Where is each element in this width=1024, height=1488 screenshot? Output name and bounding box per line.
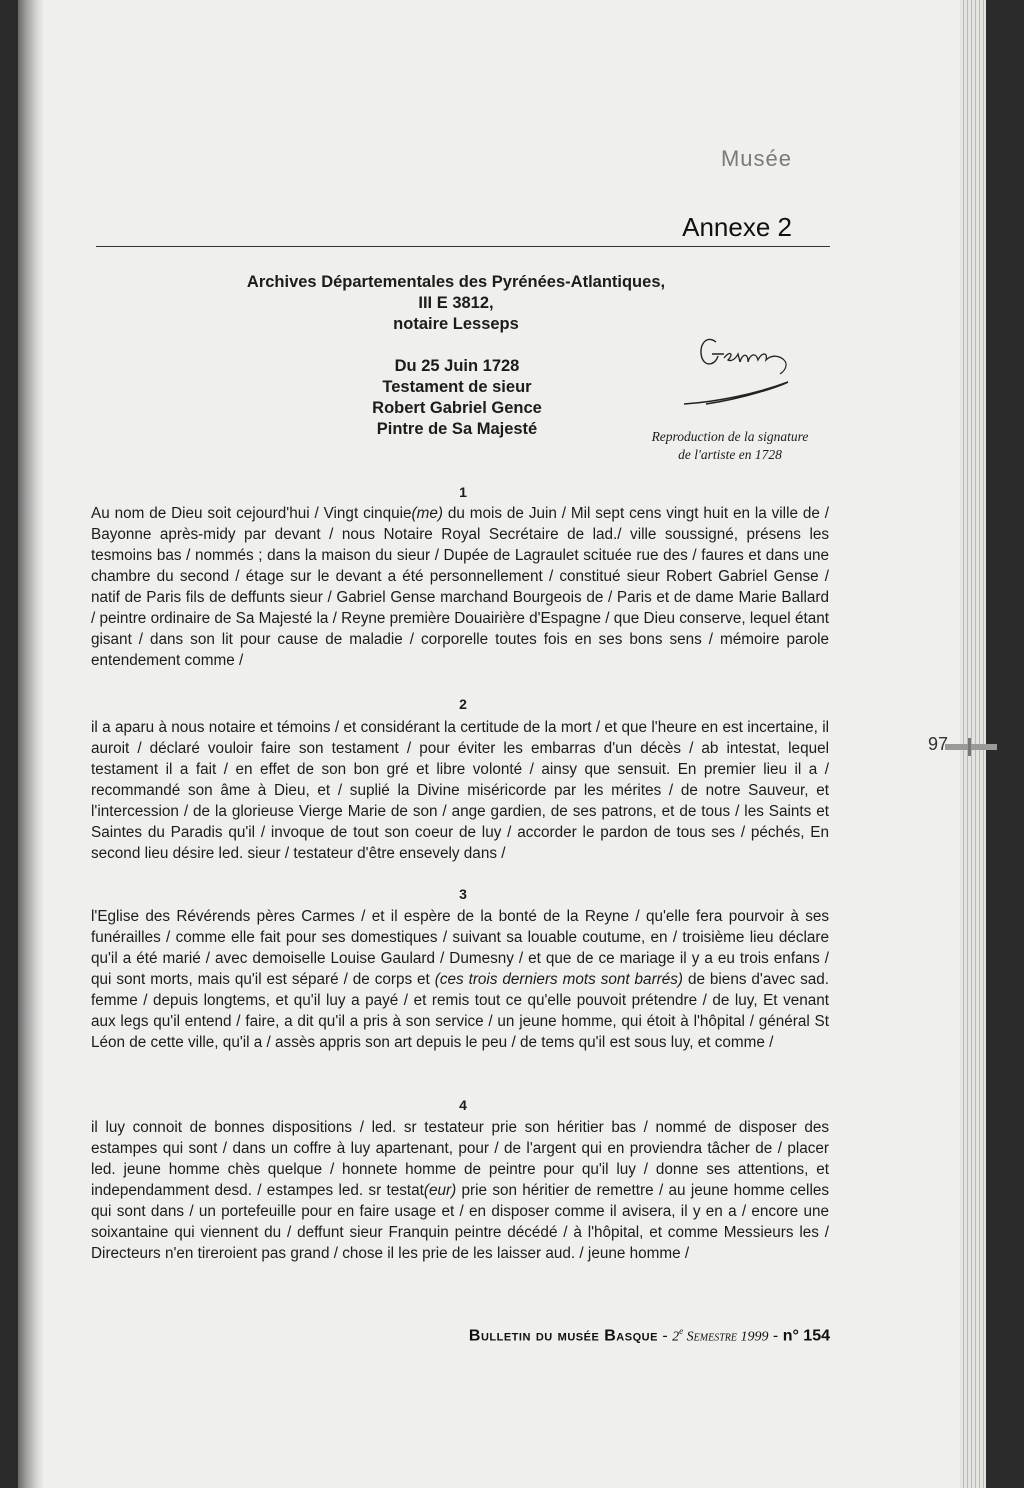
archives-heading (186, 272, 726, 335)
signature-caption-line-2: de l'artiste en 1728 (678, 447, 782, 462)
section-4-italic: (eur) (423, 1182, 457, 1199)
section-3-text-a: l'Eglise des Révérends pères Carmes / et il espère de la bonté de la Reyne / qu'elle fera pourvoir à ses funérailles / comme elle fait pour ses domestiques / suivant sa louable coutume, en / troisième lieu déclare qu'il a été marié / avec demoiselle Louise Gaulard / Dumesny / et que de ce mariage il y a eu trois enfans / qui sont morts, mais qu'il est séparé / de corps et (91, 908, 829, 988)
signature-caption-line-1: Reproduction de la signature (651, 429, 809, 444)
semester-number: 2 (672, 1329, 680, 1345)
footer-separator-1: - (657, 1327, 673, 1345)
page-number: 97 (928, 734, 949, 754)
section-number-4: 4 (459, 1097, 467, 1113)
deed-line-1: Du 25 Juin 1728 (394, 357, 520, 375)
section-1-italic: (me) (411, 505, 443, 522)
signature-text: Gence (676, 324, 679, 325)
section-text-1 (91, 503, 829, 671)
binding-gutter (18, 0, 44, 1488)
section-3-italic: (ces trois derniers mots sont barrés) (434, 971, 684, 988)
deed-heading (312, 356, 602, 440)
semester-label: Semestre 1999 (683, 1329, 769, 1345)
section-text-3 (91, 906, 829, 1053)
archives-line-3: notaire Lesseps (393, 315, 519, 333)
archives-line-2: III E 3812, (418, 294, 494, 312)
signature-image (676, 324, 806, 412)
footer-separator-2: - (768, 1327, 783, 1345)
section-4-text-a: il luy connoit de bonnes dispositions / led. sr testateur prie son héritier bas / nommé de disposer des estampes qui sont / dans un coffre à luy apartenant, pour / de l'argent qui en proviendra tâcher de / placer led. jeune homme chès quelque / honnete homme de peintre pour qu'il luy / donne ses attentions, et independamment desd. / estampes led. sr testat (91, 1119, 829, 1199)
section-text-2 (91, 717, 829, 864)
annex-title: Annexe 2 (682, 212, 792, 242)
journal-title: Bulletin du musée Basque (468, 1327, 658, 1345)
section-1-text-a: Au nom de Dieu soit cejourd'hui / Vingt cinquie (91, 505, 412, 522)
page-thumb-mark (945, 744, 997, 750)
page-thumb-tick (968, 738, 971, 756)
archives-line-1: Archives Départementales des Pyrénées-Atlantiques, (246, 273, 666, 291)
section-number-2: 2 (459, 696, 467, 712)
section-4-text-b: prie son héritier de remettre / au jeune homme celles qui sont dans / un portefeuille pour en faire usage et / en disposer comme il avisera, il y en a / encore une soixantaine qui viennent du / deffunt sieur Franquin peintre décédé / à l'hôpital, et comme Messieurs les / Directeurs n'en tireroient pas grand / chose il les prie de les laisser aud. / jeune homme / (91, 1182, 830, 1262)
section-number-1: 1 (459, 484, 467, 500)
section-text-4 (91, 1117, 829, 1264)
deed-line-4: Pintre de Sa Majesté (376, 420, 538, 438)
section-number-3: 3 (459, 886, 467, 902)
section-header: Musée (720, 146, 792, 171)
deed-line-3: Robert Gabriel Gence (372, 399, 542, 417)
section-1-text-b: du mois de Juin / Mil sept cens vingt huit en la ville de / Bayonne après-midy par devant / nous Notaire Royal Secrétaire de lad./ ville soussigné, présens les tesmoins bas / nommés ; dans la maison du sieur / Dupée de Lagraulet scituée rue des / faures et dans une chambre du second / étage sur le devant a été personnellement / constitué sieur Robert Gabriel Gense / natif de Paris fils de deffunts sieur / Gabriel Gense marchand Bourgeois de / Paris et de dame Marie Ballard / peintre ordinaire de Sa Majesté la / Reyne première Douairière d'Espagne / que Dieu conserve, lequel étant gisant / dans son lit pour cause de maladie / corporelle toutes fois en ses bons sens / mémoire parole entendement comme / (91, 505, 829, 669)
semester-superscript: e (679, 1326, 684, 1336)
header-rule (96, 246, 830, 247)
section-2-text: il a aparu à nous notaire et témoins / et considérant la certitude de la mort / et que l'heure en est incertaine, il auroit / déclaré vouloir faire son testament / pour éviter les embarras d'un décès / ab intestat, lequel testament il a fait / en effet de son bon gré et libre volonté / ainsy que sensuit. En premier lieu il a / recommandé son âme à Dieu, et / suplié la Divine miséricorde par les mérites / de notre Sauveur, et l'intercession / de la glorieuse Vierge Marie de son / ange gardien, de ses patrons, et de tous / les Saints et Saintes du Paradis qu'il / invoque de tout son coeur de luy / accorder le pardon de tous ses / péchés, En second lieu désire led. sieur / testateur d'être ensevely dans / (91, 719, 829, 862)
footer (469, 1326, 830, 1345)
section-3-text-b: de biens d'avec sad. femme / depuis longtems, et qu'il luy a payé / et remis tout ce qu'elle pouvoit prétendre / de luy, Et venant aux legs qu'il entend / faire, a dit qu'il a pris à son service / un jeune homme, qui étoit à l'hôpital / général St Léon de cette ville, qu'il a / assès appris son art depuis le peu / de tems qu'il est sous luy, et comme / (91, 971, 829, 1051)
issue-number: n° 154 (782, 1327, 830, 1345)
signature-caption (630, 428, 830, 464)
deed-line-2: Testament de sieur (382, 378, 532, 396)
